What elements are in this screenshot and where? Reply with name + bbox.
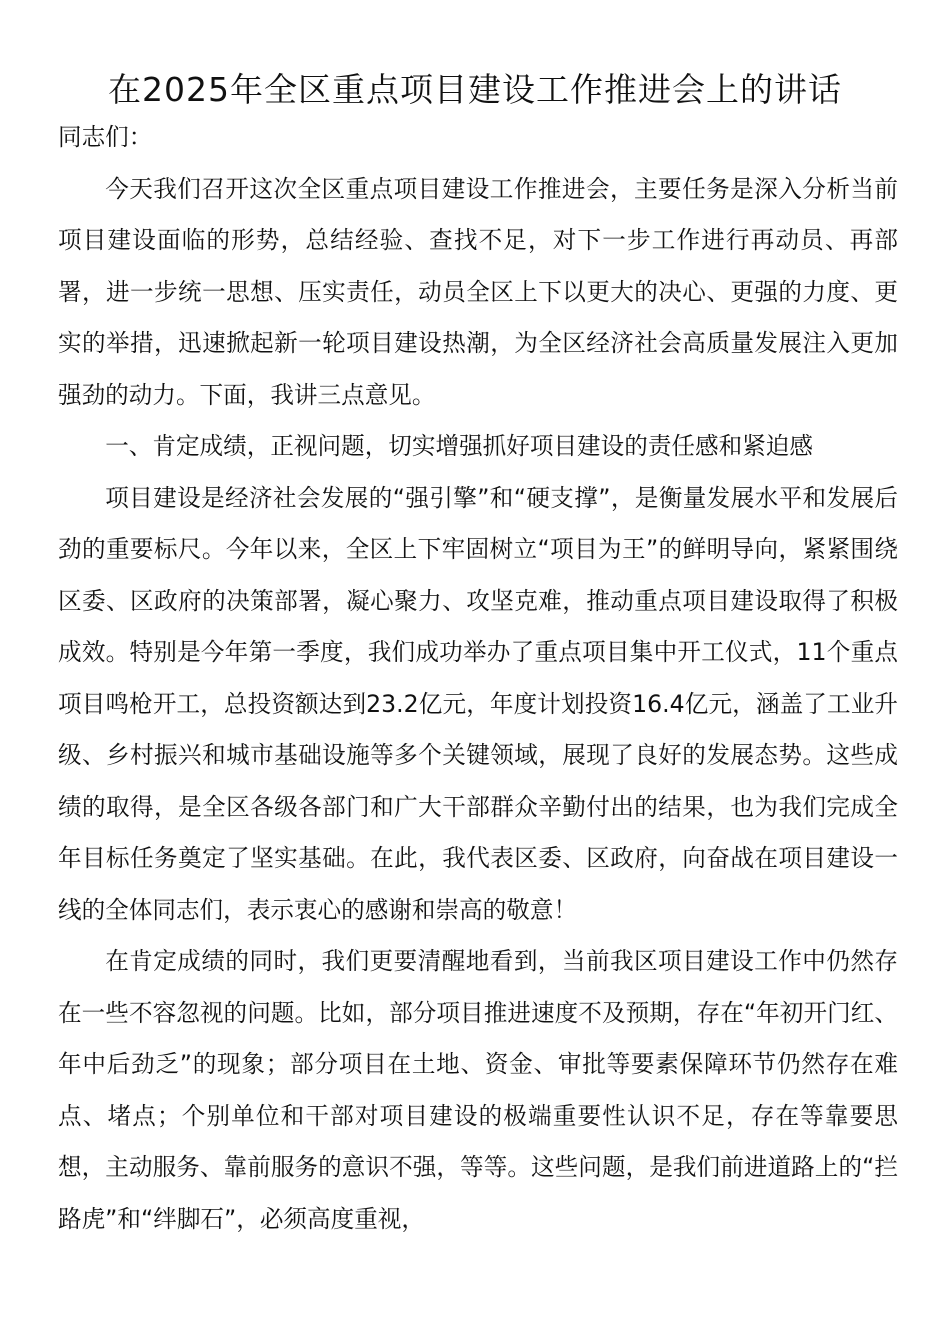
document-title: 在2025年全区重点项目建设工作推进会上的讲话 <box>108 70 842 109</box>
salutation: 同志们： <box>58 123 153 151</box>
section-heading-1: 一、肯定成绩，正视问题，切实增强抓好项目建设的责任感和紧迫感 <box>105 432 813 460</box>
paragraph-achievements: 项目建设是经济社会发展的“强引擎”和“硬支撑”，是衡量发展水平和发展后劲的重要标尺。今年以来，全区上下牢固树立“项目为王”的鲜明导向，紧紧围绕区委、区政府的决策部署，凝心聚力、攻坚克难，推动重点项目建设取得了积极成效。特别是今年第一季度，我们成功举办了重点项目集中开工仪式，11个重点项目鸣枪开工，总投资额达到23.2亿元，年度计划投资16.4亿元，涵盖了工业升级、乡村振兴和城市基础设施等多个关键领域，展现了良好的发展态势。这些成绩的取得，是全区各级各部门和广大干部群众辛勤付出的结果，也为我们完成全年目标任务奠定了坚实基础。在此，我代表区委、区政府，向奋战在项目建设一线的全体同志们，表示衷心的感谢和崇高的敬意！ <box>58 483 898 924</box>
paragraph-problems: 在肯定成绩的同时，我们更要清醒地看到，当前我区项目建设工作中仍然存在一些不容忽视的问题。比如，部分项目推进速度不及预期，存在“年初开门红、年中后劲乏”的现象；部分项目在土地、资金、审批等要素保障环节仍然存在难点、堵点；个别单位和干部对项目建设的极端重要性认识不足，存在等靠要思想，主动服务、靠前服务的意识不强，等等。这些问题，是我们前进道路上的“拦路虎”和“绊脚石”，必须高度重视， <box>58 947 898 1233</box>
document-body <box>58 112 898 1245</box>
paragraph-intro: 今天我们召开这次全区重点项目建设工作推进会，主要任务是深入分析当前项目建设面临的形势，总结经验、查找不足，对下一步工作进行再动员、再部署，进一步统一思想、压实责任，动员全区上下以更大的决心、更强的力度、更实的举措，迅速掀起新一轮项目建设热潮，为全区经济社会高质量发展注入更加强劲的动力。下面，我讲三点意见。 <box>58 174 898 409</box>
